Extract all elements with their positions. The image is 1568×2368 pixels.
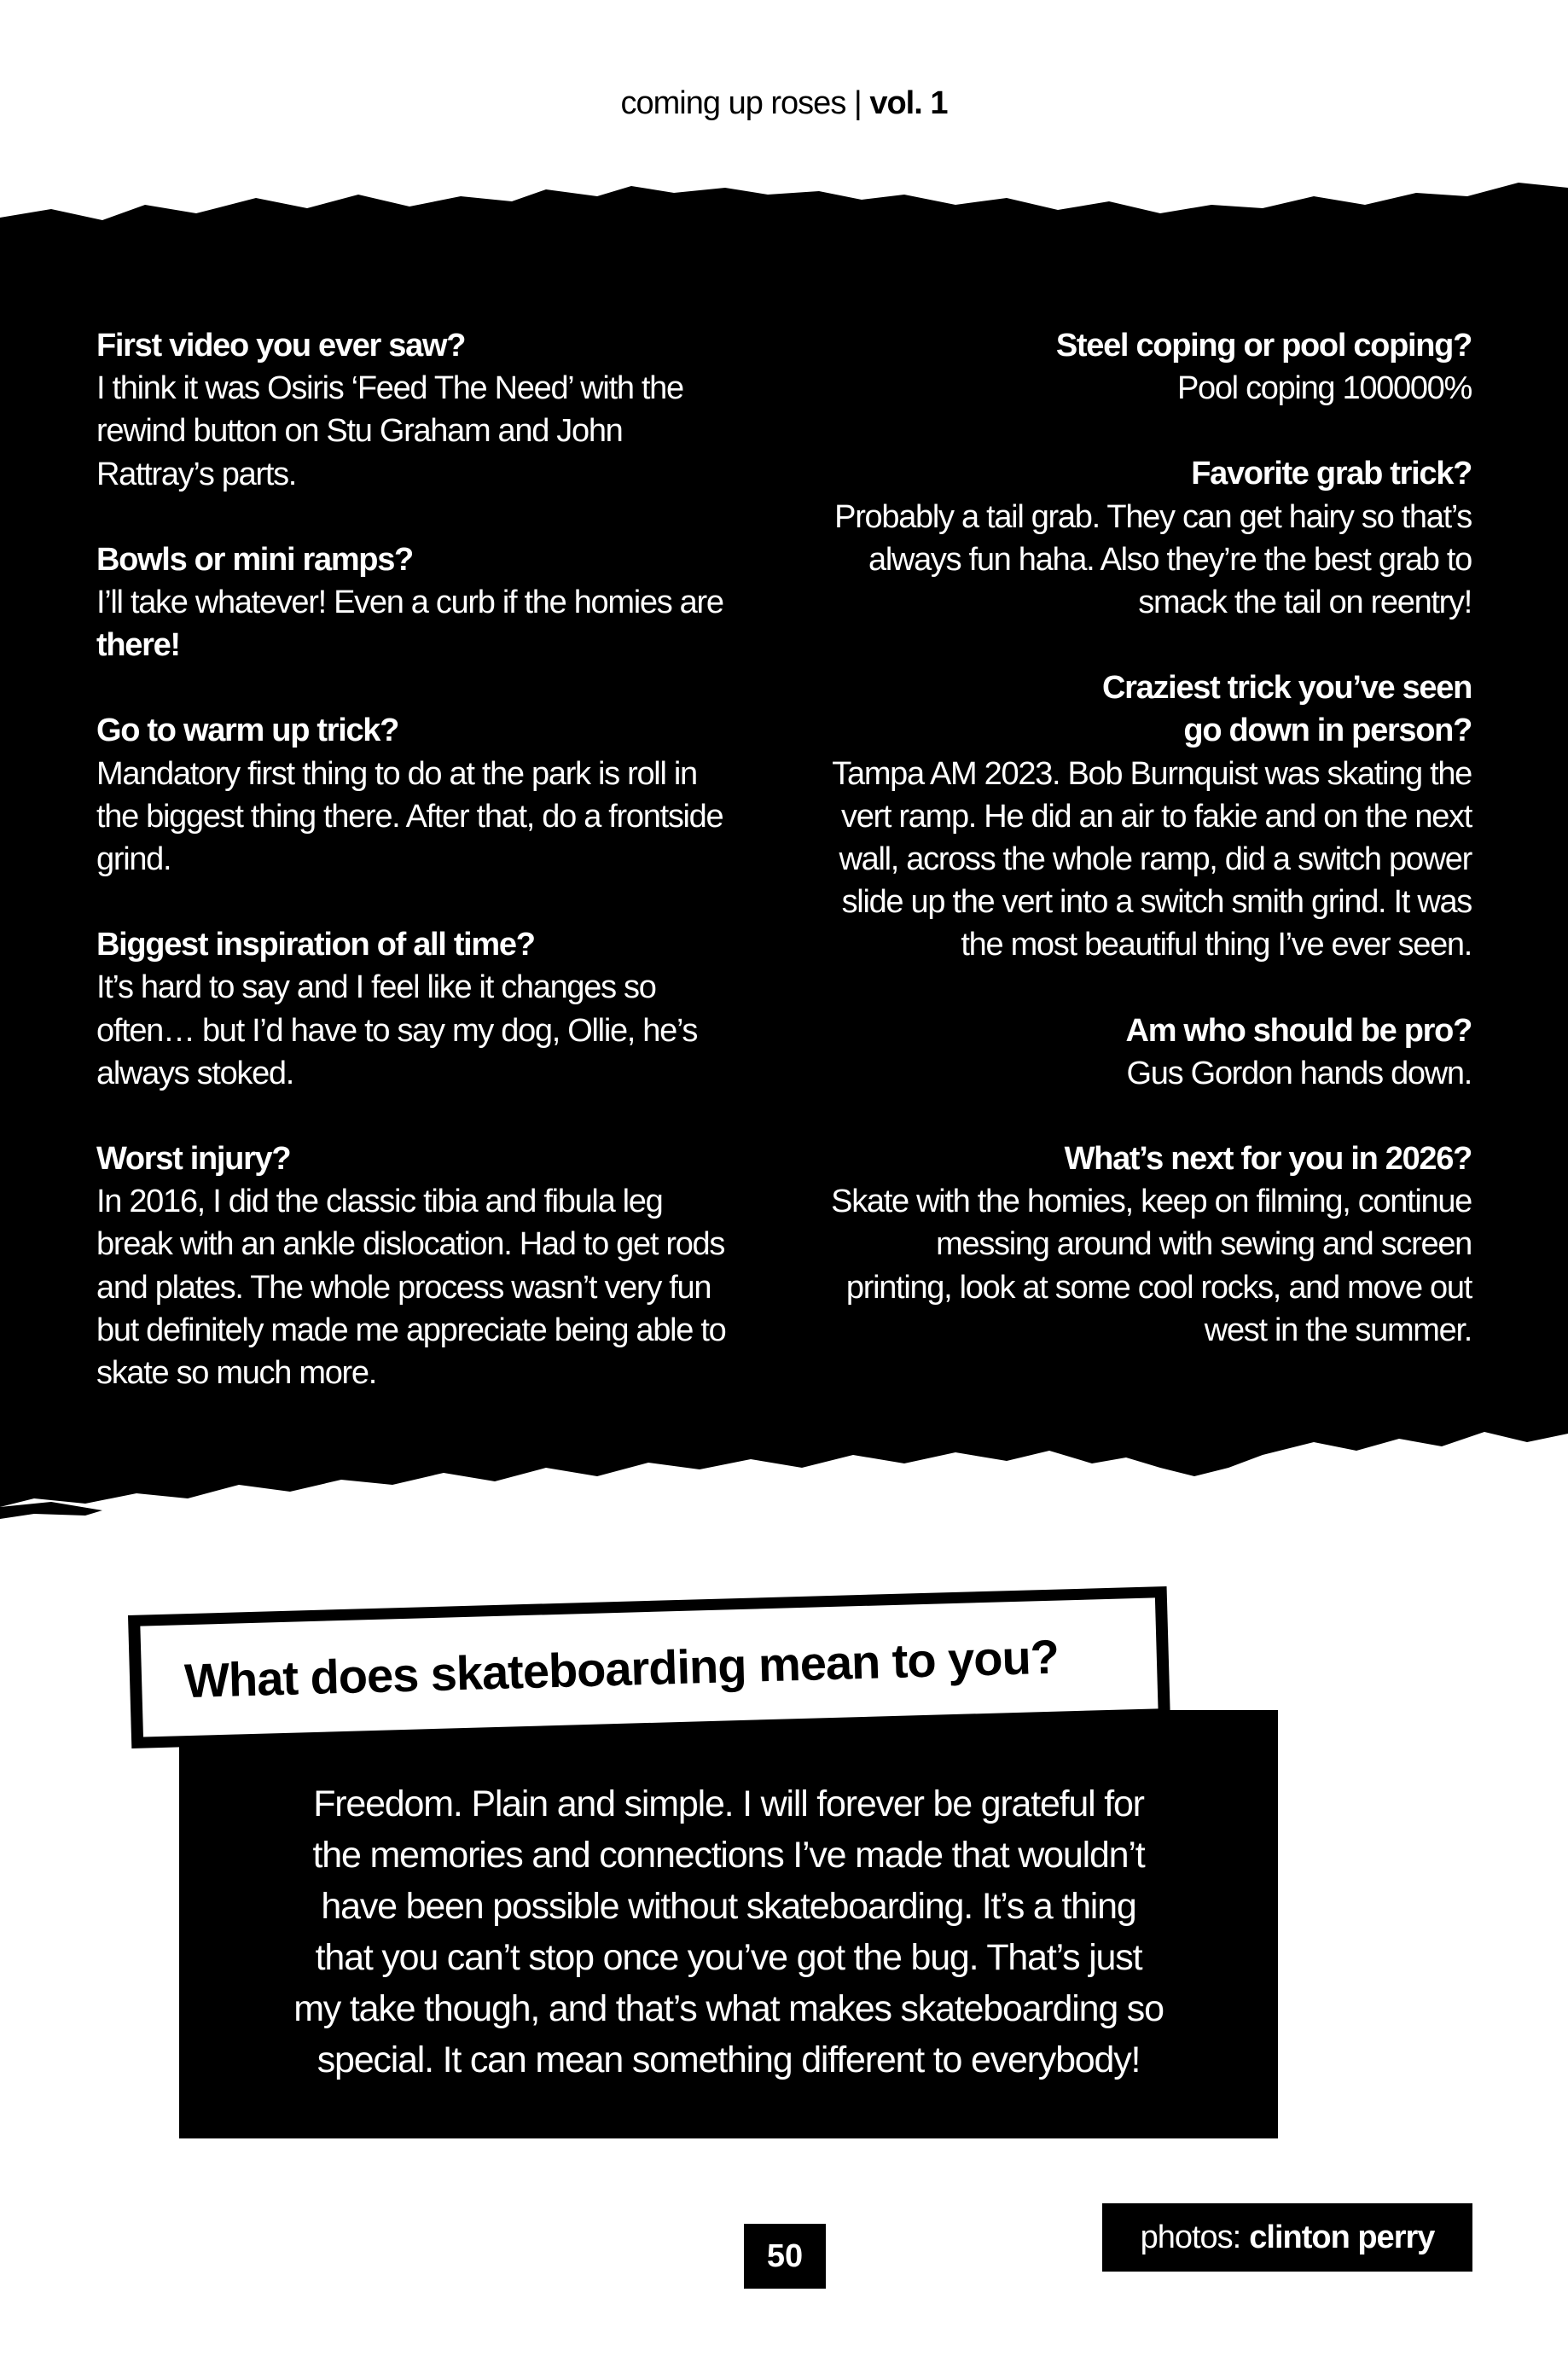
question: Go to warm up trick?: [96, 713, 399, 749]
feature-answer-line: Freedom. Plain and simple. I will forever be grateful for: [313, 1783, 1144, 1824]
feature-answer-box: [179, 1710, 1278, 2138]
feature-answer: [179, 1778, 1278, 2086]
qa-warm-up-trick: [96, 709, 745, 881]
qa-worst-injury: [96, 1137, 745, 1394]
qa-whats-next: [823, 1137, 1472, 1352]
answer: Tampa AM 2023. Bob Burnquist was skating the vert ramp. He did an air to fakie and on the next wall, across the whole ramp, did a switch power slide up the vert into a switch smith grind. It was the most beautiful thing I’ve ever seen.: [832, 755, 1472, 963]
answer: Skate with the homies, keep on filming, continue messing around with sewing and screen printing, look at some cool rocks, and move out west in the summer.: [831, 1184, 1472, 1348]
answer: It’s hard to say and I feel like it changes so often… but I’d have to say my dog, Ollie, he’s always stoked.: [96, 969, 698, 1091]
answer-emphasis: there!: [96, 627, 180, 664]
feature-answer-line: my take though, and that’s what makes skateboarding so: [293, 1988, 1164, 2029]
question: Am who should be pro?: [1125, 1012, 1472, 1049]
left-qa-column: [96, 324, 745, 1437]
answer: Gus Gordon hands down.: [1126, 1055, 1472, 1091]
feature-answer-line: the memories and connections I’ve made that wouldn’t: [312, 1835, 1145, 1876]
feature-question: What does skateboarding mean to you?: [183, 1629, 1060, 1708]
feature-answer-line: special. It can mean something different to everybody!: [317, 2039, 1141, 2080]
feature-answer-line: that you can’t stop once you’ve got the bug. That’s just: [315, 1937, 1142, 1978]
question: First video you ever saw?: [96, 328, 466, 364]
answer-text: I’ll take whatever! Even a curb if the homies are: [96, 585, 723, 621]
question: Favorite grab trick?: [1191, 456, 1472, 492]
feature-question-inner: [140, 1597, 1158, 1737]
answer: In 2016, I did the classic tibia and fibula leg break with an ankle dislocation. Had to get rods and plates. The whole process wasn’t very fun but definitely made me appreciate being able to skate so much more.: [96, 1184, 726, 1392]
question: Bowls or mini ramps?: [96, 541, 413, 578]
question: What’s next for you in 2026?: [1064, 1141, 1472, 1178]
qa-coping: [823, 324, 1472, 410]
right-qa-column: [823, 324, 1472, 1394]
volume-label: vol. 1: [869, 85, 948, 121]
credit-name: clinton perry: [1249, 2219, 1435, 2255]
qa-first-video: [96, 324, 745, 496]
question: Worst injury?: [96, 1141, 291, 1178]
credit-label: photos:: [1140, 2219, 1241, 2255]
qa-biggest-inspiration: [96, 923, 745, 1095]
question: Biggest inspiration of all time?: [96, 927, 535, 963]
answer: [96, 581, 745, 666]
qa-am-pro: [823, 1009, 1472, 1095]
answer: Mandatory first thing to do at the park is roll in the biggest thing there. After that, do a frontside grind.: [96, 755, 723, 878]
answer: I think it was Osiris ‘Feed The Need’ with the rewind button on Stu Graham and John Rattray’s parts.: [96, 370, 683, 492]
question-line-2: go down in person?: [1183, 713, 1472, 749]
qa-bowls-or-mini: [96, 538, 745, 667]
qa-craziest-trick: [823, 666, 1472, 966]
magazine-title: coming up roses: [620, 85, 846, 121]
answer: Pool coping 100000%: [1176, 370, 1472, 407]
qa-grab-trick: [823, 452, 1472, 624]
page-number: 50: [744, 2224, 826, 2289]
header-separator: |: [853, 85, 862, 121]
page-header: [0, 85, 1568, 122]
question: Steel coping or pool coping?: [1055, 328, 1472, 364]
answer: Probably a tail grab. They can get hairy so that’s always fun haha. Also they’re the best grab to smack the tail on reentry!: [834, 498, 1472, 621]
photo-credit: [1102, 2203, 1472, 2272]
question-line-1: Craziest trick you’ve seen: [1102, 670, 1472, 707]
feature-answer-line: have been possible without skateboarding. It’s a thing: [321, 1886, 1136, 1927]
